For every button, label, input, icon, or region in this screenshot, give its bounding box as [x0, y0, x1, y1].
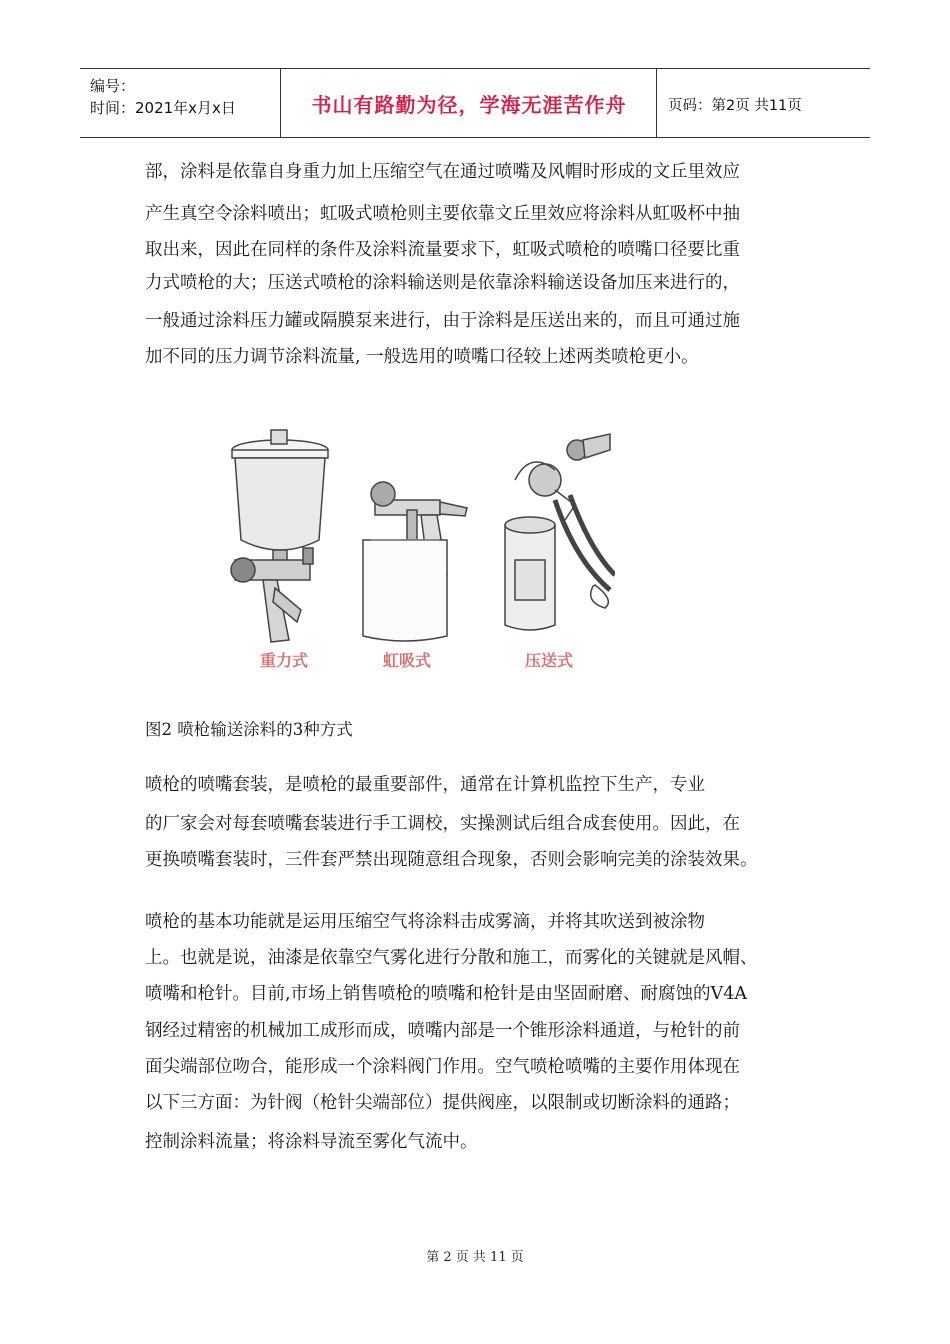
text-line: 喷枪的喷嘴套装，是喷枪的最重要部件，通常在计算机监控下生产，专业: [145, 775, 705, 795]
text-line: 喷嘴和枪针。目前,市场上销售喷枪的喷嘴和枪针是由坚固耐磨、耐腐蚀的V4A: [145, 984, 747, 1004]
page-footer: 第 2 页 共 11 页: [426, 1250, 524, 1265]
text-line: 一般通过涂料压力罐或隔膜泵来进行，由于涂料是压送出来的，而且可通过施: [145, 311, 740, 331]
text-line: 产生真空令涂料喷出；虹吸式喷枪则主要依靠文丘里效应将涂料从虹吸杯中抽: [145, 204, 740, 224]
number-label: 编号：: [90, 77, 136, 95]
motto: 书山有路勤为径，学海无涯苦作舟: [311, 93, 627, 117]
text-line: 控制涂料流量；将涂料导流至雾化气流中。: [145, 1132, 478, 1152]
page-info: 页码：第2页 共11页: [668, 98, 802, 114]
figure-caption: 图2 喷枪输送涂料的3种方式: [145, 720, 353, 739]
text-line: 更换喷嘴套装时，三件套严禁出现随意组合现象，否则会影响完美的涂装效果。: [145, 850, 758, 870]
spray-gun-illustrations: [215, 410, 615, 680]
text-line: 部，涂料是依靠自身重力加上压缩空气在通过喷嘴及风帽时形成的文丘里效应: [145, 162, 740, 182]
text-line: 钢经过精密的机械加工成形而成，喷嘴内部是一个锥形涂料通道，与枪针的前: [145, 1021, 740, 1041]
figure-label-pressure: 压送式: [525, 651, 574, 670]
time-label: 时间：2021年x月x日: [90, 99, 236, 117]
header-motto-cell: [282, 69, 657, 137]
header-meta-cell: [80, 69, 281, 137]
gravity-spray-gun-icon: [231, 430, 328, 642]
spray-gun-figure: [215, 410, 615, 680]
text-line: 力式喷枪的大；压送式喷枪的涂料输送则是依靠涂料输送设备加压来进行的，: [145, 273, 740, 293]
pressure-feed-spray-gun-icon: [505, 434, 615, 630]
figure-label-siphon: 虹吸式: [383, 651, 432, 670]
header-page-cell: [658, 69, 870, 137]
text-line: 以下三方面：为针阀（枪针尖端部位）提供阀座，以限制或切断涂料的通路；: [145, 1093, 740, 1113]
siphon-spray-gun-icon: [363, 482, 467, 641]
text-line: 取出来，因此在同样的条件及涂料流量要求下，虹吸式喷枪的喷嘴口径要比重: [145, 240, 740, 260]
text-line: 上。也就是说，油漆是依靠空气雾化进行分散和施工，而雾化的关键就是风帽、: [145, 948, 758, 968]
text-line: 面尖端部位吻合，能形成一个涂料阀门作用。空气喷枪喷嘴的主要作用体现在: [145, 1057, 740, 1077]
text-line: 喷枪的基本功能就是运用压缩空气将涂料击成雾滴，并将其吹送到被涂物: [145, 912, 705, 932]
figure-label-gravity: 重力式: [260, 651, 309, 670]
text-line: 的厂家会对每套喷嘴套装进行手工调校，实操测试后组合成套使用。因此，在: [145, 814, 740, 834]
document-header: [80, 68, 870, 138]
text-line: 加不同的压力调节涂料流量, 一般选用的喷嘴口径较上述两类喷枪更小。: [145, 347, 699, 367]
